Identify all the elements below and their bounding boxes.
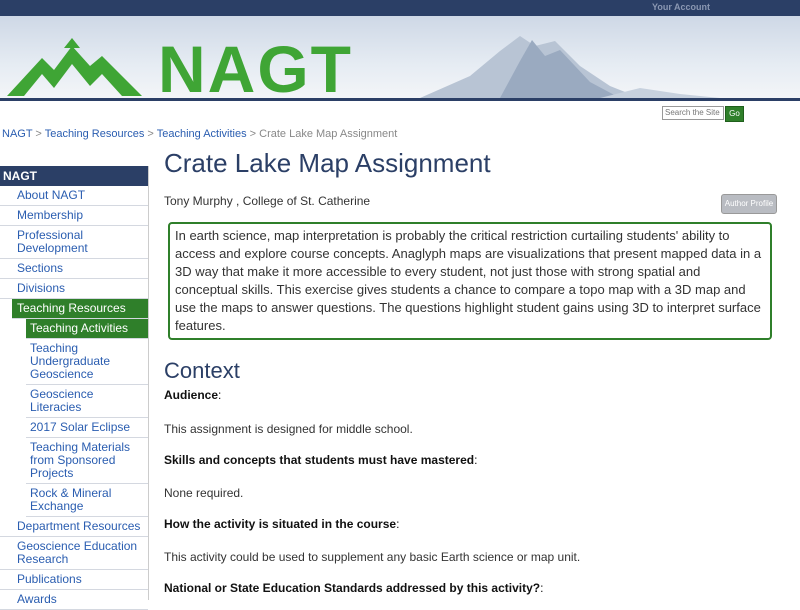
sidebar-subitem-solar-eclipse[interactable]: 2017 Solar Eclipse — [26, 418, 148, 438]
top-bar — [0, 0, 800, 16]
breadcrumb-separator: > — [32, 128, 45, 140]
sidebar-item-geoscience-education-research[interactable]: Geoscience Education Research — [0, 537, 148, 570]
sidebar-subitem-rock-mineral-exchange[interactable]: Rock & Mineral Exchange — [26, 484, 148, 517]
breadcrumb-nagt[interactable]: NAGT — [2, 128, 33, 140]
sidebar-subitem-geoscience-literacies[interactable]: Geoscience Literacies — [26, 385, 148, 418]
sidebar-item-about[interactable]: About NAGT — [0, 186, 148, 206]
sidebar-subitem-teaching-undergraduate-geoscience[interactable]: Teaching Undergraduate Geoscience — [26, 339, 148, 385]
context-heading: Context — [164, 358, 240, 383]
sidebar-item-publications[interactable]: Publications — [0, 570, 148, 590]
divider — [0, 98, 800, 101]
sidebar — [0, 166, 149, 606]
skills-question: Skills and concepts that students must have mastered: — [164, 453, 478, 467]
search-input[interactable]: Search the Site — [662, 106, 724, 120]
breadcrumb-current: Crate Lake Map Assignment — [259, 128, 398, 140]
sidebar-subitem-sponsored-projects[interactable]: Teaching Materials from Sponsored Projects — [26, 438, 148, 484]
sidebar-item-professional-development[interactable]: Professional Development — [0, 226, 148, 259]
summary-box: In earth science, map interpretation is probably the critical restriction curtailing students' ability to access and explore course concepts. Anaglyph maps are visualizations that present mapped data in a 3D way that make it more accessible to every student, not just those with strong spatial and conceptual skills. This exercise gives students a chance to compare a topo map with a 3D map and use the maps to answer questions. The questions highlight student gains using 3D to interpret surface features. — [168, 222, 772, 340]
audience-question: Audience: — [164, 388, 222, 402]
sidebar-item-department-resources[interactable]: Department Resources — [0, 517, 148, 537]
site-banner — [0, 16, 800, 98]
situated-question-text: How the activity is situated in the course — [164, 517, 397, 531]
sidebar-heading[interactable]: NAGT — [0, 166, 148, 186]
skills-answer: None required. — [164, 486, 244, 500]
audience-answer: This assignment is designed for middle school. — [164, 422, 413, 436]
author-line: Tony Murphy , College of St. Catherine — [164, 194, 371, 208]
nagt-logo-text[interactable]: NAGT — [158, 32, 353, 98]
sidebar-subitems — [26, 319, 148, 517]
standards-question: National or State Education Standards addressed by this activity?: — [164, 581, 544, 595]
breadcrumb-separator: > — [144, 128, 157, 140]
sidebar-item-divisions[interactable]: Divisions — [0, 279, 148, 299]
author-profile-button[interactable]: Author Profile — [721, 194, 777, 214]
your-account-link[interactable]: Your Account — [652, 2, 710, 12]
breadcrumb-separator: > — [246, 128, 260, 140]
page-title: Crate Lake Map Assignment — [164, 148, 491, 178]
sidebar-item-awards[interactable]: Awards — [0, 590, 148, 610]
nagt-mountain-logo-icon[interactable] — [2, 30, 152, 98]
sidebar-item-sections[interactable]: Sections — [0, 259, 148, 279]
breadcrumb-teaching-resources[interactable]: Teaching Resources — [44, 128, 145, 140]
sidebar-subitem-teaching-activities[interactable]: Teaching Activities — [26, 319, 148, 339]
audience-question-text: Audience — [164, 388, 219, 402]
go-button[interactable]: Go — [725, 106, 744, 122]
breadcrumb-teaching-activities[interactable]: Teaching Activities — [156, 128, 247, 140]
sidebar-item-teaching-resources[interactable]: Teaching Resources — [12, 299, 148, 319]
sidebar-item-membership[interactable]: Membership — [0, 206, 148, 226]
standards-question-text: National or State Education Standards addressed by this activity? — [164, 581, 541, 595]
skills-question-text: Skills and concepts that students must have mastered — [164, 453, 475, 467]
situated-question: How the activity is situated in the course: — [164, 517, 400, 531]
situated-answer: This activity could be used to supplement any basic Earth science or map unit. — [164, 550, 581, 564]
breadcrumb — [2, 128, 397, 140]
